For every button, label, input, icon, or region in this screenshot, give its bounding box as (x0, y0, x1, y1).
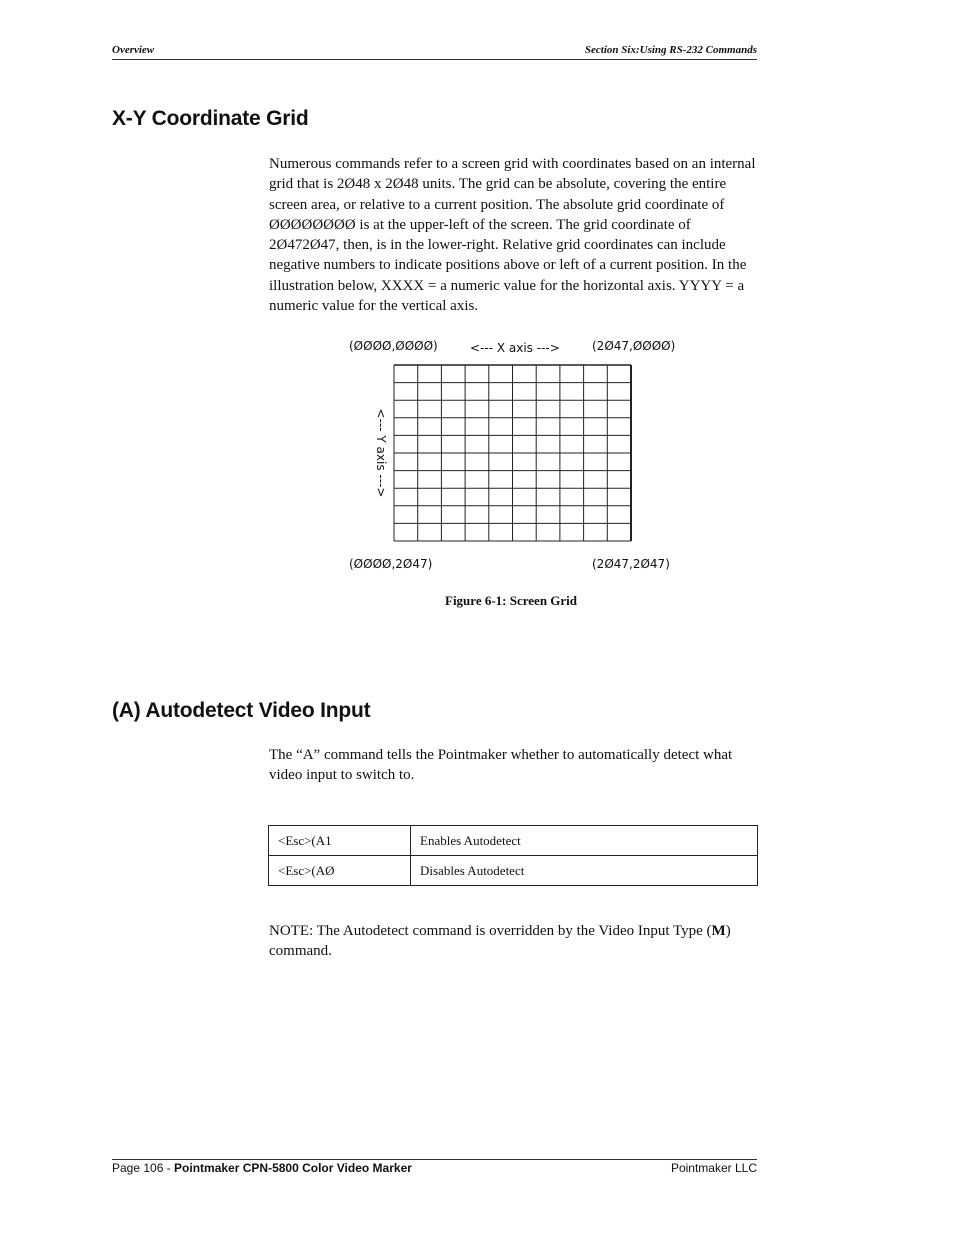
section-title-xy-grid: X-Y Coordinate Grid (112, 107, 309, 130)
autodetect-note (269, 921, 757, 962)
note-text-start: NOTE: The Autodetect command is overridden by the Video Input Type ( (269, 923, 712, 939)
running-footer (112, 1159, 757, 1177)
grid-label-bottom-right: (2Ø47,2Ø47) (592, 557, 670, 571)
section-title-autodetect: (A) Autodetect Video Input (112, 699, 371, 722)
command-description: Disables Autodetect (411, 856, 758, 886)
footer-product-name: Pointmaker CPN-5800 Color Video Marker (174, 1161, 412, 1175)
grid-label-y-axis: <--- Y axis ---> (374, 408, 388, 498)
command-code: <Esc>(AØ (269, 856, 411, 886)
header-chapter-name: Section Six:Using RS-232 Commands (584, 44, 757, 56)
figure-caption: Figure 6-1: Screen Grid (445, 593, 578, 608)
command-code: <Esc>(A1 (269, 826, 411, 856)
header-section-name: Overview (112, 44, 155, 56)
command-description: Enables Autodetect (411, 826, 758, 856)
footer-company: Pointmaker LLC (670, 1161, 757, 1175)
table-row (269, 826, 758, 856)
xy-grid-paragraph: Numerous commands refer to a screen grid with coordinates based on an internal grid that is 2Ø48 x 2Ø48 units. The grid can be absolute, covering the entire screen area, or relative to a current position. The absolute grid coordinate of ØØØØØØØØ is at the upper-left of the screen. The grid coordinate of 2Ø472Ø47, then, is in the lower-right. Relative grid coordinates can include negative numbers to indicate positions above or left of a current position. In the illustration below, XXXX = a numeric value for the horizontal axis. YYYY = a numeric value for the vertical axis. (269, 156, 756, 315)
note-command-letter: M (711, 923, 726, 939)
table-row (269, 856, 758, 886)
running-header (112, 44, 757, 60)
grid-label-top-right: (2Ø47,ØØØØ) (592, 339, 676, 353)
footer-page-product (112, 1161, 412, 1175)
footer-page-number: Page 106 - (112, 1161, 175, 1175)
autodetect-paragraph: The “A” command tells the Pointmaker whether to automatically detect what video input to switch to. (269, 747, 733, 784)
grid-label-x-axis: <--- X axis ---> (470, 341, 560, 355)
grid-label-top-left: (ØØØØ,ØØØØ) (349, 339, 438, 353)
screen-grid (392, 363, 634, 544)
note-text-end: ) command. (269, 923, 731, 960)
grid-label-bottom-left: (ØØØØ,2Ø47) (349, 557, 433, 571)
autodetect-command-table (268, 825, 758, 886)
